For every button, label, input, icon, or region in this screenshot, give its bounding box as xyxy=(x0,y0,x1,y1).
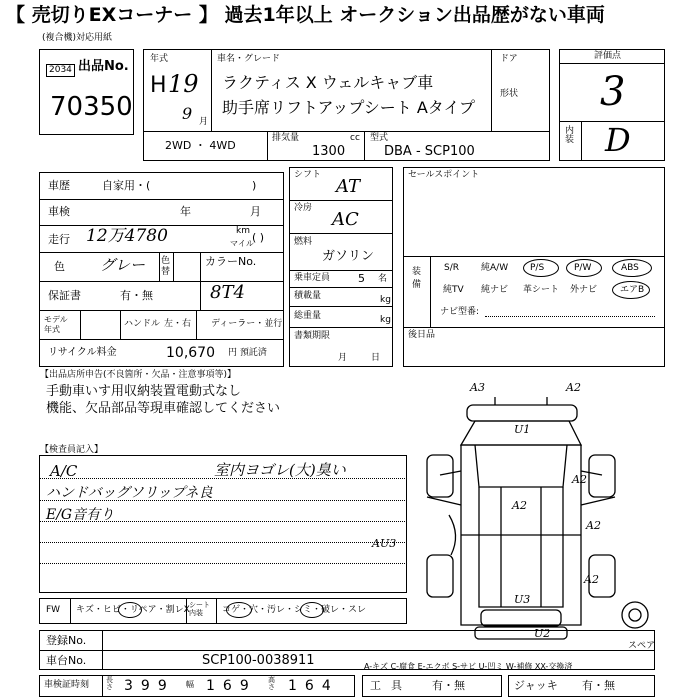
equip-aw: 純A/W xyxy=(481,263,509,273)
mark-a2-bottom-right: A2 xyxy=(584,573,599,586)
score-label: 評価点 xyxy=(594,51,622,61)
inspector-line-1: A/C xyxy=(50,462,78,480)
recycle-value: 10,670 xyxy=(166,345,215,361)
form-subtitle: (複合機)対応用紙 xyxy=(42,33,113,43)
circle-ps xyxy=(523,259,559,277)
aircon-value: AC xyxy=(332,209,359,230)
defects-title: 【出品店所申告(不良箇所・欠品・注意事項等)】 xyxy=(40,370,237,380)
fuel-label: 燃料 xyxy=(294,237,313,247)
mark-a2-rear-right: A2 xyxy=(586,519,601,532)
year-era: H xyxy=(150,73,167,98)
gross-label: 総重量 xyxy=(294,311,322,321)
inspector-line-3: E/G音有り xyxy=(46,507,115,523)
mileage-unit-mile: マイル xyxy=(230,239,254,248)
cert-height-value: 164 xyxy=(288,678,339,694)
mark-u1: U1 xyxy=(514,423,531,436)
year-label: 年式 xyxy=(150,54,169,64)
gross-unit: kg xyxy=(380,315,391,325)
color-change-label: 色替 xyxy=(161,256,171,277)
shape-label: 形状 xyxy=(500,89,519,99)
seat-items: コゲ・穴・汚レ・シミ・破レ・スレ xyxy=(222,605,367,615)
cert-label: 車検証時刻 xyxy=(44,680,90,690)
load-label: 積載量 xyxy=(294,291,322,301)
history-value: 自家用・( xyxy=(102,179,151,192)
year-value: 19 xyxy=(168,70,199,98)
circle-shimi xyxy=(300,602,324,618)
dealer-label: ディーラー・並行 xyxy=(211,319,283,329)
shift-label: シフト xyxy=(294,170,322,180)
doc-deadline-label: 書類期限 xyxy=(294,331,331,341)
capacity-unit: 名 xyxy=(378,274,388,284)
lot-label: 出品No. xyxy=(78,59,129,74)
history-label: 車歴 xyxy=(48,179,70,192)
mark-a3-top: A3 xyxy=(470,381,485,394)
defects-line-2: 機能、欠品部品等現車確認してください xyxy=(46,401,281,416)
fw-label: FW xyxy=(46,605,61,615)
mark-u2: U2 xyxy=(534,627,551,640)
lot-number: 70350 xyxy=(50,92,133,122)
mark-a2-top: A2 xyxy=(566,381,581,394)
score-value: 3 xyxy=(600,69,626,115)
mark-u3: U3 xyxy=(514,593,531,606)
fuel-value: ガソリン xyxy=(322,249,375,264)
equip-leather: 革シート xyxy=(523,285,560,295)
chassis-label: 車台No. xyxy=(46,654,87,667)
drive-type: 2WD ・ 4WD xyxy=(165,139,236,152)
inspection-label: 車検 xyxy=(48,205,70,218)
mark-a2-center: A2 xyxy=(512,499,527,512)
color-value: グレー xyxy=(100,256,146,274)
mark-au3: AU3 xyxy=(372,537,397,550)
inspection-year: 年 xyxy=(180,205,191,218)
month-unit: 月 xyxy=(199,117,209,127)
mileage-unit-km: km xyxy=(236,226,250,236)
mileage-value: 12万4780 xyxy=(86,226,168,246)
equip-ps: P/S xyxy=(530,263,545,273)
inspection-month: 月 xyxy=(250,205,261,218)
handle-value: 左・右 xyxy=(164,319,192,329)
damage-legend: A-キズ C-腐食 E-エクボ S-サビ U-凹ミ W-補修 XX-交換済 xyxy=(364,662,573,671)
model-label: 車名・グレード xyxy=(217,54,281,64)
model-year-label: モデル年式 xyxy=(44,315,68,334)
defects-line-1: 手動車いす用収納装置電動式なし xyxy=(46,384,242,399)
recycle-unit: 円 預託済 xyxy=(228,348,267,358)
seat-label: シート内装 xyxy=(189,601,210,618)
tools-label: 工具 xyxy=(370,679,412,692)
inspector-line-2: ハンドバッグソリップネ良 xyxy=(46,485,213,501)
car-diagram xyxy=(405,375,675,655)
sales-point-label: セールスポイント xyxy=(408,170,480,180)
jack-value: 有・無 xyxy=(582,679,615,692)
registration-label: 登録No. xyxy=(46,634,87,647)
equip-abs: ABS xyxy=(621,263,639,273)
equip-pw: P/W xyxy=(574,263,592,273)
banner-title: 【 売切りEXコーナー 】 過去1年以上 オークション出品歴がない車両 xyxy=(6,4,605,26)
mileage-paren: ( ) xyxy=(252,231,265,244)
displacement-unit: cc xyxy=(350,133,360,143)
type-label: 型式 xyxy=(370,133,389,143)
displacement-value: 1300 xyxy=(312,144,346,159)
cert-width-value: 169 xyxy=(206,678,257,694)
color-code-label: カラーNo. xyxy=(205,255,257,268)
interior-value: D xyxy=(605,121,631,159)
arrival-label: 後日品 xyxy=(408,330,436,340)
cert-width-label: 幅 xyxy=(186,680,194,689)
color-code-value: 8T4 xyxy=(210,282,245,303)
cert-length-label: 長さ xyxy=(106,676,113,691)
load-unit: kg xyxy=(380,295,391,305)
month-value: 9 xyxy=(182,104,193,123)
navi-model-label: ナビ型番: xyxy=(440,307,480,317)
equip-airbag: エアB xyxy=(620,285,645,295)
warranty-label: 保証書 xyxy=(48,289,81,302)
cert-height-label: 高さ xyxy=(268,676,275,691)
inspector-note: 室内ヨゴレ(大)臭い xyxy=(214,461,346,479)
tools-value: 有・無 xyxy=(432,679,465,692)
history-close: ) xyxy=(252,179,257,192)
jack-label: ジャッキ xyxy=(514,679,558,692)
shift-value: AT xyxy=(336,176,361,197)
equip-ext-navi: 外ナビ xyxy=(570,285,598,295)
recycle-label: リサイクル料金 xyxy=(48,347,117,358)
equip-tv: 純TV xyxy=(443,285,464,295)
spare-label: スペア xyxy=(628,641,656,651)
mark-a2-right: A2 xyxy=(572,473,587,486)
displacement-label: 排気量 xyxy=(272,133,300,143)
capacity-label: 乗車定員 xyxy=(294,273,331,283)
inspector-title: 【検査員記入】 xyxy=(40,445,104,455)
type-value: DBA - SCP100 xyxy=(384,144,475,159)
circle-repair xyxy=(118,602,142,618)
equip-navi: 純ナビ xyxy=(481,285,509,295)
interior-label: 内装 xyxy=(565,126,575,145)
warranty-value: 有・無 xyxy=(120,289,153,302)
lot-stamp: 2034 xyxy=(46,64,75,77)
circle-pw xyxy=(566,259,602,277)
capacity-value: 5 xyxy=(358,272,365,285)
equipment-label: 装備 xyxy=(412,267,422,290)
model-line-1: ラクティス X ウェルキャブ車 xyxy=(222,73,434,92)
model-line-2: 助手席リフトアップシート Aタイプ xyxy=(222,98,475,117)
aircon-label: 冷房 xyxy=(294,203,313,213)
circle-airbag xyxy=(612,281,650,299)
circle-koge xyxy=(226,602,252,618)
equip-sr: S/R xyxy=(444,263,459,273)
chassis-value: SCP100-0038911 xyxy=(202,653,315,668)
circle-abs xyxy=(612,259,652,277)
mileage-label: 走行 xyxy=(48,233,70,246)
door-label: ドア xyxy=(500,54,518,64)
color-label: 色 xyxy=(54,260,65,273)
fw-items: キズ・ヒビ・リペア・割レX xyxy=(76,605,190,615)
handle-label: ハンドル xyxy=(124,319,161,329)
doc-deadline-unit: 月日 xyxy=(338,353,405,363)
cert-length-value: 399 xyxy=(124,678,175,694)
